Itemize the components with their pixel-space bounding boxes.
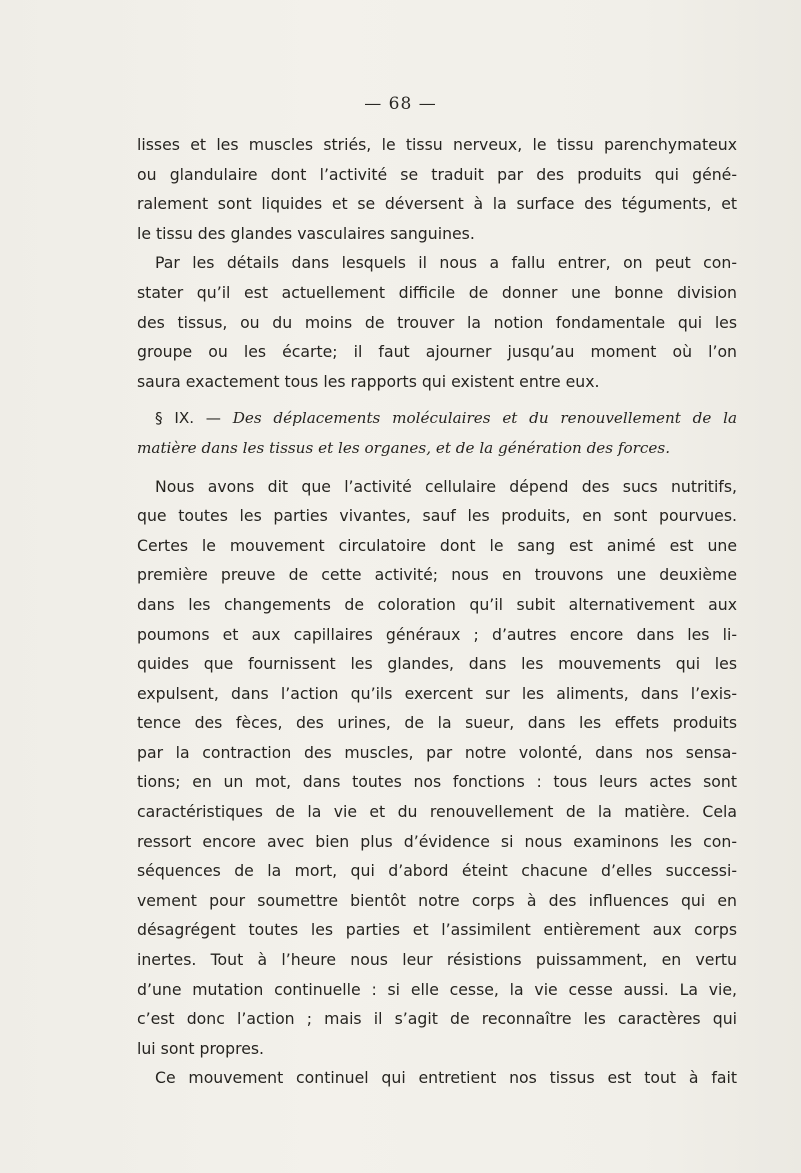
text-line: saura exactement tous les rapports qui existent entre eux. <box>137 371 600 391</box>
paragraph-3 <box>137 472 737 1064</box>
text-line: d’une mutation continuelle : si elle cesse, la vie cesse aussi. La vie, <box>137 979 737 999</box>
body-text <box>137 130 737 1093</box>
text-line: ralement sont liquides et se déversent à la surface des téguments, et <box>137 194 737 214</box>
text-line: ressort encore avec bien plus d’évidence si nous examinons les con- <box>137 831 737 851</box>
text-line: inertes. Tout à l’heure nous leur résistions puissamment, en vertu <box>137 950 737 970</box>
text-line: lui sont propres. <box>137 1038 265 1058</box>
text-line: c’est donc l’action ; mais il s’agit de reconnaître les caractères qui <box>137 1009 737 1029</box>
text-line: expulsent, dans l’action qu’ils exercent sur les aliments, dans l’exis- <box>137 683 737 703</box>
text-line: tence des fèces, des urines, de la sueur, dans les effets produits <box>137 713 737 733</box>
text-line: que toutes les parties vivantes, sauf les produits, en sont pourvues. <box>137 506 737 526</box>
paragraph-4 <box>137 1063 737 1093</box>
text-line: caractéristiques de la vie et du renouvellement de la matière. Cela <box>137 802 737 822</box>
text-line: Certes le mouvement circulatoire dont le sang est animé est une <box>137 535 737 555</box>
spacer <box>137 396 737 404</box>
text-line: lisses et les muscles striés, le tissu nerveux, le tissu parenchymateux <box>137 135 737 154</box>
section-heading-line-1 <box>137 404 737 434</box>
section-title-part-1: Des déplacements moléculaires et du renouvellement de la <box>232 409 737 428</box>
text-line: ou glandulaire dont l’activité se traduit par des produits qui géné- <box>137 164 737 184</box>
text-line: séquences de la mort, qui d’abord éteint chacune d’elles successi- <box>137 861 737 881</box>
text-line: première preuve de cette activité; nous en trouvons une deuxième <box>137 565 737 585</box>
text-line: vement pour soumettre bientôt notre corps à des influences qui en <box>137 890 737 910</box>
text-line: dans les changements de coloration qu’il subit alternativement aux <box>137 594 737 614</box>
section-heading <box>137 404 737 463</box>
text-line: Nous avons dit que l’activité cellulaire dépend des sucs nutritifs, <box>155 476 737 496</box>
paragraph-1 <box>137 130 737 248</box>
paragraph-2 <box>137 248 737 396</box>
text-line: le tissu des glandes vasculaires sanguines. <box>137 223 475 243</box>
section-number: § IX. — <box>155 409 221 428</box>
text-line: quides que fournissent les glandes, dans les mouvements qui les <box>137 654 737 674</box>
text-line: tions; en un mot, dans toutes nos fonctions : tous leurs actes sont <box>137 772 737 792</box>
page-number: — 68 — <box>364 94 437 114</box>
text-line: groupe ou les écarte; il faut ajourner jusqu’au moment où l’on <box>137 342 737 362</box>
section-title-part-2: matière dans les tissus et les organes, et de la génération des forces. <box>137 438 671 457</box>
text-line: poumons et aux capillaires généraux ; d’autres encore dans les li- <box>137 624 737 644</box>
spacer <box>137 464 737 472</box>
text-line: par la contraction des muscles, par notre volonté, dans nos sensa- <box>137 742 737 762</box>
text-line: des tissus, ou du moins de trouver la notion fondamentale qui les <box>137 312 737 332</box>
text-line: Par les détails dans lesquels il nous a fallu entrer, on peut con- <box>155 253 737 273</box>
text-line: Ce mouvement continuel qui entretient nos tissus est tout à fait <box>155 1068 737 1088</box>
text-line: désagrégent toutes les parties et l’assimilent entièrement aux corps <box>137 920 737 940</box>
text-line: stater qu’il est actuellement difficile de donner une bonne division <box>137 282 737 302</box>
